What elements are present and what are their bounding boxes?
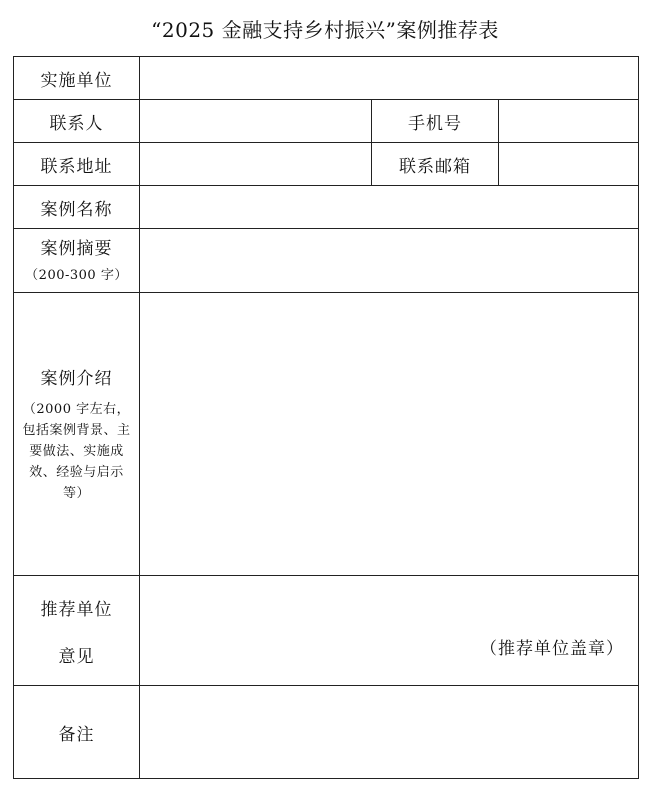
contact-address-field[interactable] — [140, 143, 372, 186]
row-remarks — [14, 686, 639, 779]
case-intro-label-cell — [14, 293, 140, 576]
mobile-field[interactable] — [499, 100, 639, 143]
case-abstract-note: （200-300 字） — [25, 268, 128, 283]
contact-address-label: 联系地址 — [14, 143, 140, 186]
row-implementing-unit — [14, 57, 639, 100]
contact-person-label: 联系人 — [14, 100, 140, 143]
recommending-unit-label-line1: 推荐单位 — [40, 599, 113, 620]
implementing-unit-field[interactable] — [140, 57, 639, 100]
case-abstract-label-cell — [14, 229, 140, 293]
contact-person-field[interactable] — [140, 100, 372, 143]
contact-email-label: 联系邮箱 — [372, 143, 499, 186]
row-case-intro — [14, 293, 639, 576]
mobile-label: 手机号 — [372, 100, 499, 143]
case-name-field[interactable] — [140, 186, 639, 229]
case-intro-label: 案例介绍 — [40, 369, 113, 389]
case-intro-field[interactable] — [140, 293, 639, 576]
document-title: “2025 金融支持乡村振兴”案例推荐表 — [151, 18, 499, 42]
case-intro-note: （2000 字左右，包括案例背景、主要做法、实施成效、经验与启示等） — [22, 402, 131, 501]
row-contact-address — [14, 143, 639, 186]
recommendation-form-table — [13, 56, 639, 779]
row-contact-person — [14, 100, 639, 143]
implementing-unit-label: 实施单位 — [14, 57, 140, 100]
row-case-name — [14, 186, 639, 229]
recommending-unit-seal-note: （推荐单位盖章） — [480, 639, 625, 659]
case-abstract-field[interactable] — [140, 229, 639, 293]
recommending-unit-field[interactable] — [140, 576, 639, 686]
recommending-unit-label-line2: 意见 — [58, 646, 95, 667]
row-recommending-unit — [14, 576, 639, 686]
recommending-unit-label-cell — [14, 576, 140, 686]
row-case-abstract — [14, 229, 639, 293]
contact-email-field[interactable] — [499, 143, 639, 186]
remarks-label: 备注 — [14, 686, 140, 779]
case-name-label: 案例名称 — [14, 186, 140, 229]
case-abstract-label: 案例摘要 — [40, 239, 113, 259]
remarks-field[interactable] — [140, 686, 639, 779]
